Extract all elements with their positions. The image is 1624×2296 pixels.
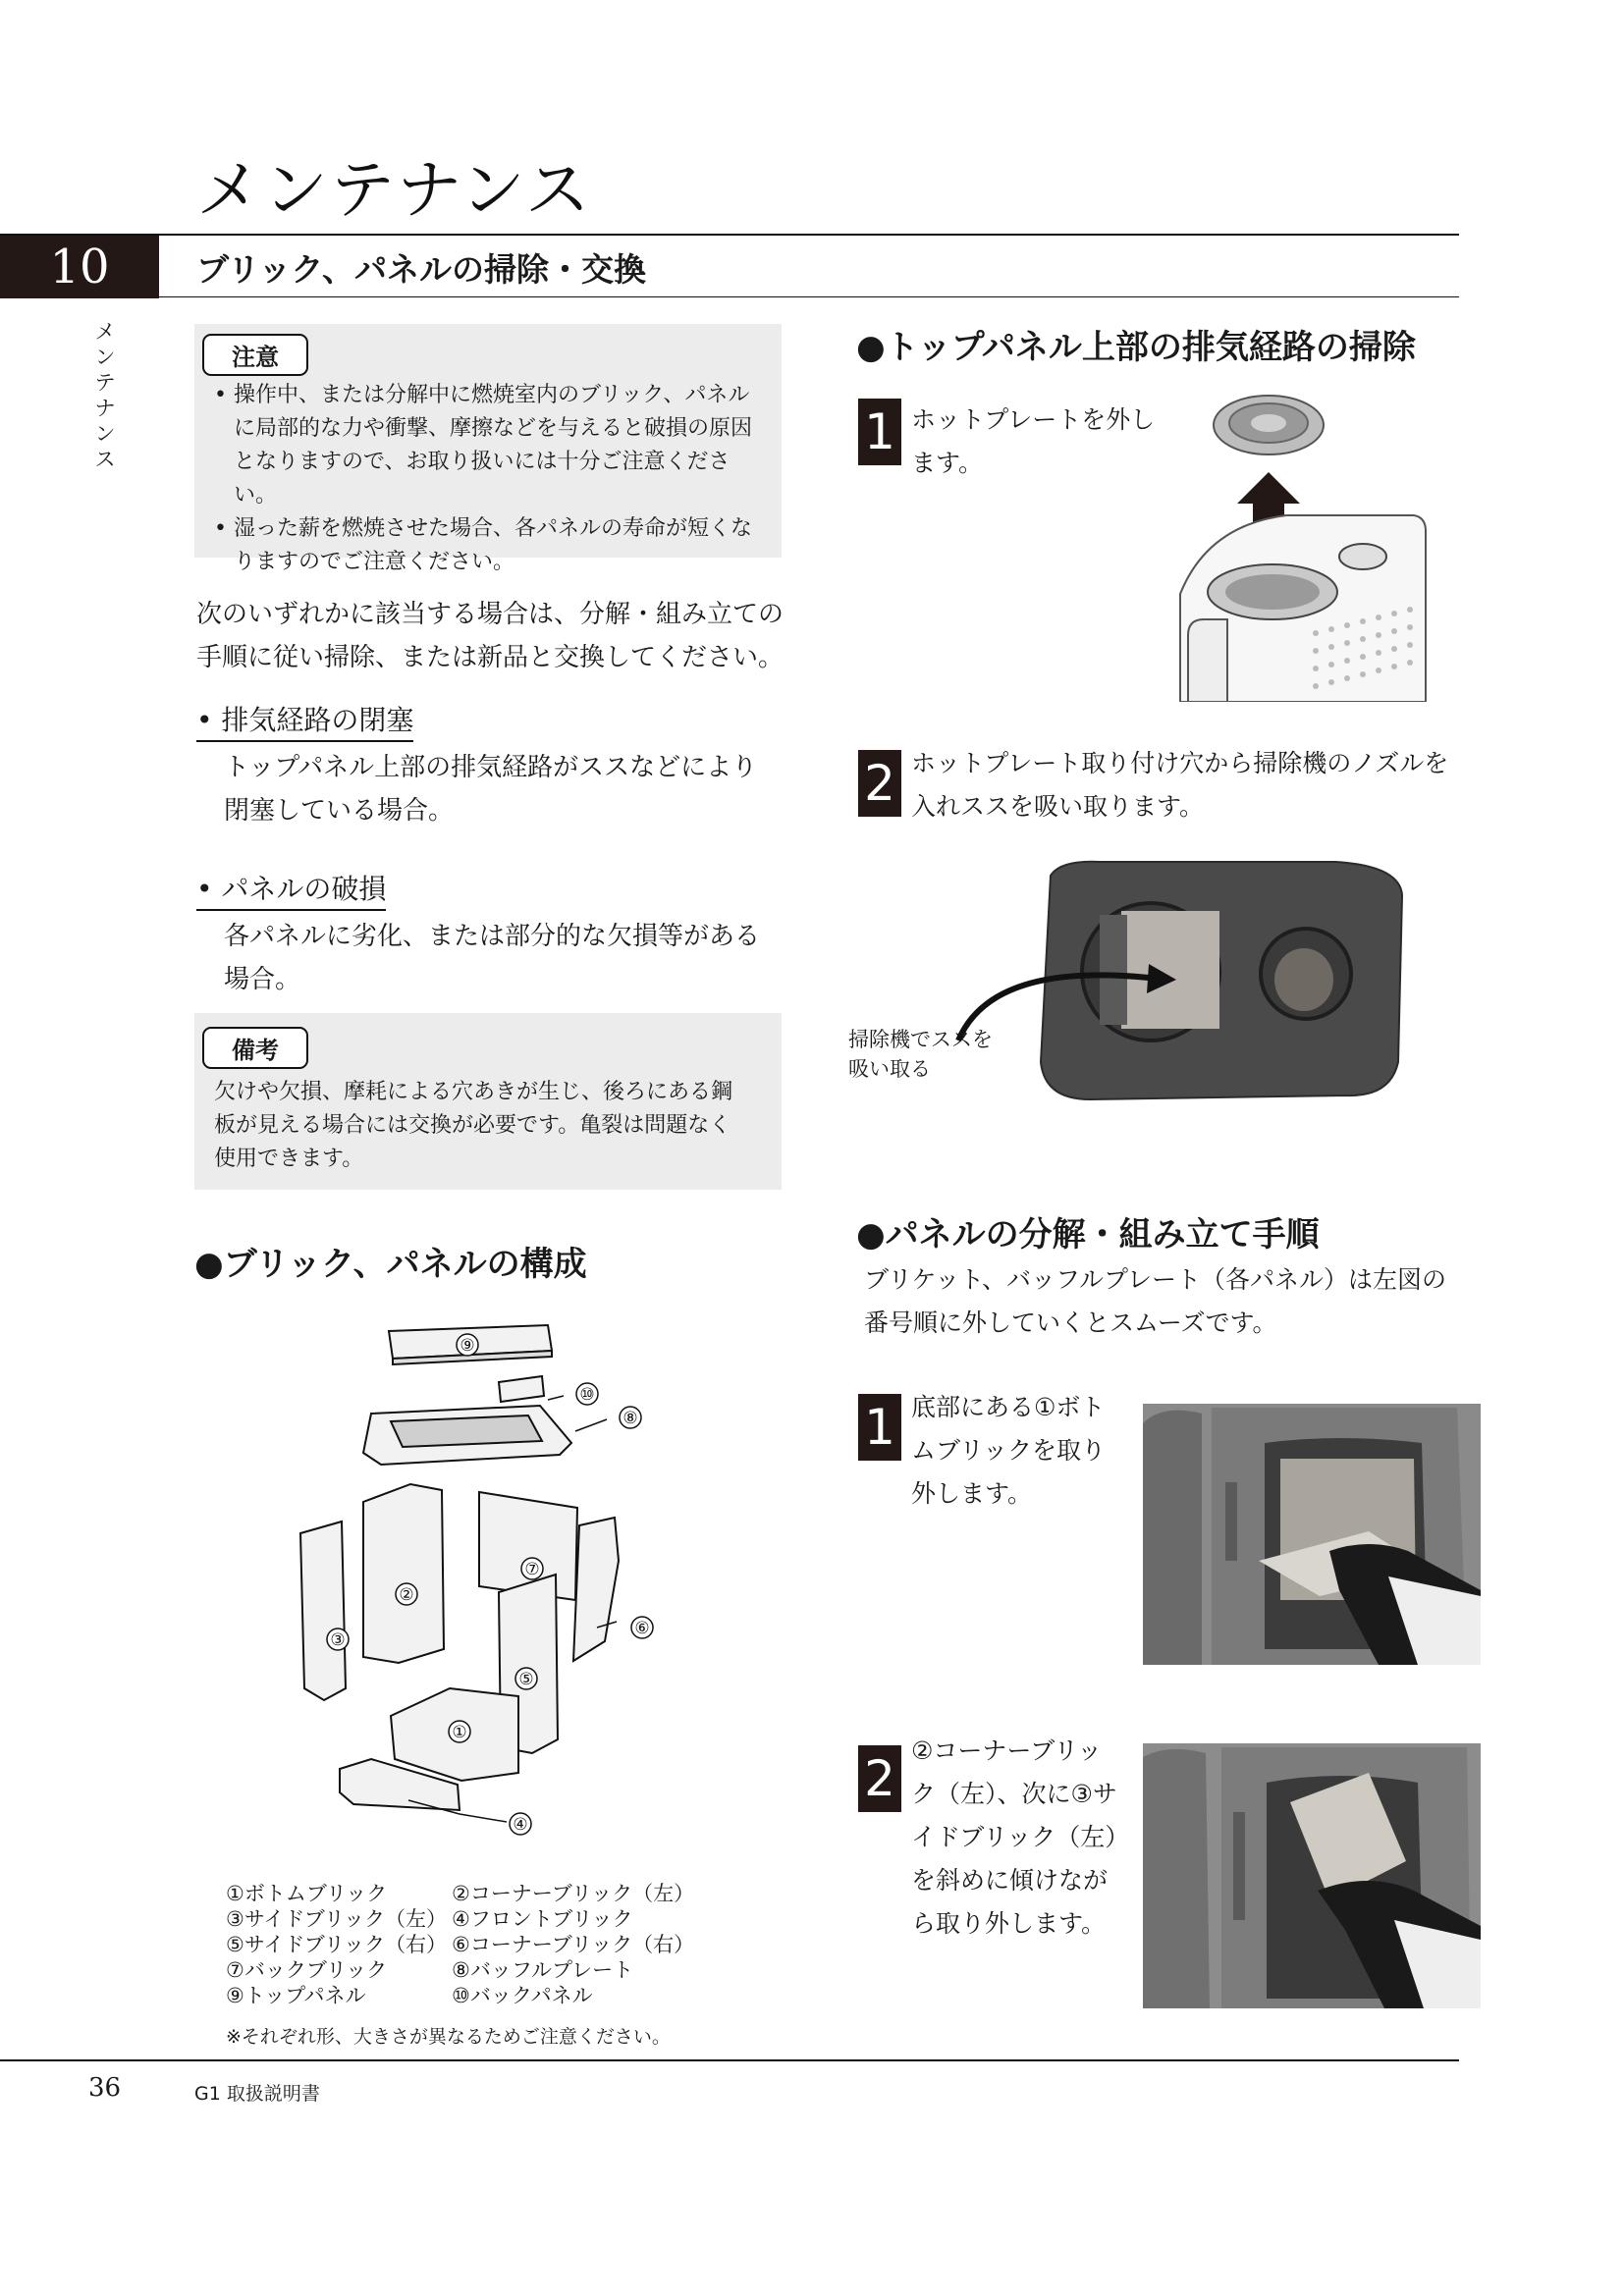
page-number: 36 bbox=[88, 2073, 122, 2103]
part-item: ⑨トップパネル bbox=[226, 1984, 366, 2007]
diagram-label: ⑧ bbox=[623, 1409, 638, 1428]
part-item: ⑥コーナーブリック（右） bbox=[452, 1933, 695, 1956]
diagram-label: ① bbox=[452, 1723, 467, 1742]
intro-line: 次のいずれかに該当する場合は、分解・組み立ての bbox=[196, 600, 785, 629]
page-title: メンテナンス bbox=[196, 152, 592, 228]
caution-box bbox=[194, 324, 782, 574]
disassembly-intro bbox=[864, 1258, 1446, 1345]
step-line: イドブリック（左） bbox=[911, 1823, 1130, 1851]
footer-rule bbox=[0, 2059, 1459, 2061]
step-line: 外します。 bbox=[911, 1479, 1033, 1508]
parts-list-left bbox=[226, 1881, 447, 2008]
caution-list bbox=[210, 379, 770, 579]
side-tab-label: メ ン テ ナ ン ス bbox=[94, 320, 116, 471]
condition-line: トップパネル上部の排気経路がススなどにより bbox=[224, 753, 758, 782]
exhaust-heading: ●トップパネル上部の排気経路の掃除 bbox=[856, 328, 1416, 367]
intro-text bbox=[196, 593, 785, 679]
condition-line: 各パネルに劣化、または部分的な欠損等がある bbox=[224, 922, 761, 951]
step-line: ます。 bbox=[911, 449, 984, 477]
step-line: ホットプレートを外し bbox=[911, 405, 1156, 434]
intro-line: 手順に従い掃除、または新品と交換してください。 bbox=[196, 643, 785, 672]
step-line: ら取り外します。 bbox=[911, 1909, 1107, 1938]
back-panel-shape bbox=[499, 1376, 544, 1402]
condition-line: 閉塞している場合。 bbox=[224, 796, 455, 826]
step-line: ホットプレート取り付け穴から掃除機のノズルを bbox=[911, 749, 1449, 777]
step-line: 底部にある①ボト bbox=[911, 1393, 1106, 1421]
caution-item: • 湿った薪を燃焼させた場合、各パネルの寿命が短くなりますのでご注意ください。 bbox=[210, 512, 770, 579]
callout-line: 吸い取る bbox=[848, 1057, 931, 1081]
diagram-label: ③ bbox=[330, 1630, 346, 1650]
caution-badge: 注意 bbox=[202, 334, 308, 376]
side-tab bbox=[88, 319, 122, 472]
note-box bbox=[194, 1013, 782, 1190]
note-badge: 備考 bbox=[202, 1027, 308, 1069]
note-line: 使用できます。 bbox=[214, 1147, 364, 1171]
disassembly-step-1-text bbox=[911, 1386, 1106, 1516]
diagram-label: ⑤ bbox=[518, 1670, 534, 1689]
condition-title: • 排気経路の閉塞 bbox=[196, 699, 413, 742]
step-line: ②コーナーブリッ bbox=[911, 1736, 1103, 1765]
part-item: ③サイドブリック（左） bbox=[226, 1907, 448, 1931]
section-number: 10 bbox=[0, 236, 159, 298]
step-line: を斜めに傾けなが bbox=[911, 1866, 1109, 1895]
diagram-label: ⑦ bbox=[524, 1560, 540, 1579]
exhaust-step-2-text bbox=[911, 742, 1448, 828]
disassembly-step-2-number: 2 bbox=[858, 1745, 901, 1812]
exploded-diagram bbox=[285, 1315, 707, 1836]
diagram-label: ④ bbox=[513, 1815, 528, 1835]
composition-footnote: ※それぞれ形、大きさが異なるためご注意ください。 bbox=[226, 2026, 671, 2048]
callout-line: 掃除機でススを bbox=[848, 1028, 993, 1051]
part-item: ⑩バックパネル bbox=[452, 1984, 593, 2007]
part-item: ⑦バックブリック bbox=[226, 1958, 388, 1982]
intro-line: 番号順に外していくとスムーズです。 bbox=[864, 1308, 1277, 1337]
part-item: ④フロントブリック bbox=[452, 1907, 633, 1931]
part-item: ②コーナーブリック（左） bbox=[452, 1882, 695, 1905]
condition-damage bbox=[196, 868, 785, 1001]
condition-line: 場合。 bbox=[224, 965, 301, 994]
side-brick-photo bbox=[1143, 1743, 1481, 2008]
section-bottom-rule bbox=[159, 296, 1459, 297]
note-line: 欠けや欠損、摩耗による穴あきが生じ、後ろにある鋼 bbox=[214, 1080, 733, 1104]
step-line: ムブリックを取り bbox=[911, 1436, 1107, 1465]
parts-list-right bbox=[452, 1881, 694, 2008]
part-item: ⑧バッフルプレート bbox=[452, 1958, 634, 1982]
note-line: 板が見える場合には交換が必要です。亀裂は問題なく bbox=[214, 1113, 731, 1138]
exhaust-step-1-number: 1 bbox=[858, 399, 901, 465]
disassembly-step-1-number: 1 bbox=[858, 1394, 901, 1461]
side-brick-left-shape bbox=[300, 1522, 346, 1700]
section-top-rule bbox=[0, 234, 1459, 236]
document-name: G1 取扱説明書 bbox=[194, 2083, 320, 2105]
exhaust-step-2-number: 2 bbox=[858, 750, 901, 817]
corner-brick-left-shape bbox=[363, 1484, 444, 1663]
exhaust-step-1-text bbox=[911, 399, 1155, 485]
condition-title: • パネルの破損 bbox=[196, 868, 386, 911]
part-item: ⑤サイドブリック（右） bbox=[226, 1933, 448, 1956]
intro-line: ブリケット、バッフルプレート（各パネル）は左図の bbox=[864, 1265, 1447, 1294]
step-line: 入れススを吸い取ります。 bbox=[911, 792, 1205, 821]
diagram-label: ② bbox=[399, 1585, 414, 1605]
caution-item: • 操作中、または分解中に燃焼室内のブリック、パネルに局部的な力や衝撃、摩擦などを与えると破損の原因となりますので、お取り扱いには十分ご注意ください。 bbox=[210, 379, 770, 512]
diagram-label: ⑩ bbox=[579, 1385, 595, 1405]
corner-brick-right-shape bbox=[573, 1518, 619, 1661]
vacuum-callout bbox=[848, 1025, 993, 1084]
bottom-brick-photo bbox=[1143, 1404, 1481, 1665]
stove-top-illustration bbox=[1168, 388, 1434, 702]
step-line: ク（左）、次に③サ bbox=[911, 1780, 1117, 1808]
part-item: ①ボトムブリック bbox=[226, 1882, 388, 1905]
section-title: ブリック、パネルの掃除・交換 bbox=[196, 250, 647, 289]
disassembly-step-2-text bbox=[911, 1730, 1129, 1946]
composition-heading: ●ブリック、パネルの構成 bbox=[194, 1245, 587, 1284]
diagram-label: ⑥ bbox=[634, 1619, 650, 1638]
disassembly-heading: ●パネルの分解・組み立て手順 bbox=[856, 1215, 1320, 1255]
condition-exhaust bbox=[196, 699, 785, 832]
diagram-label: ⑨ bbox=[460, 1336, 475, 1356]
